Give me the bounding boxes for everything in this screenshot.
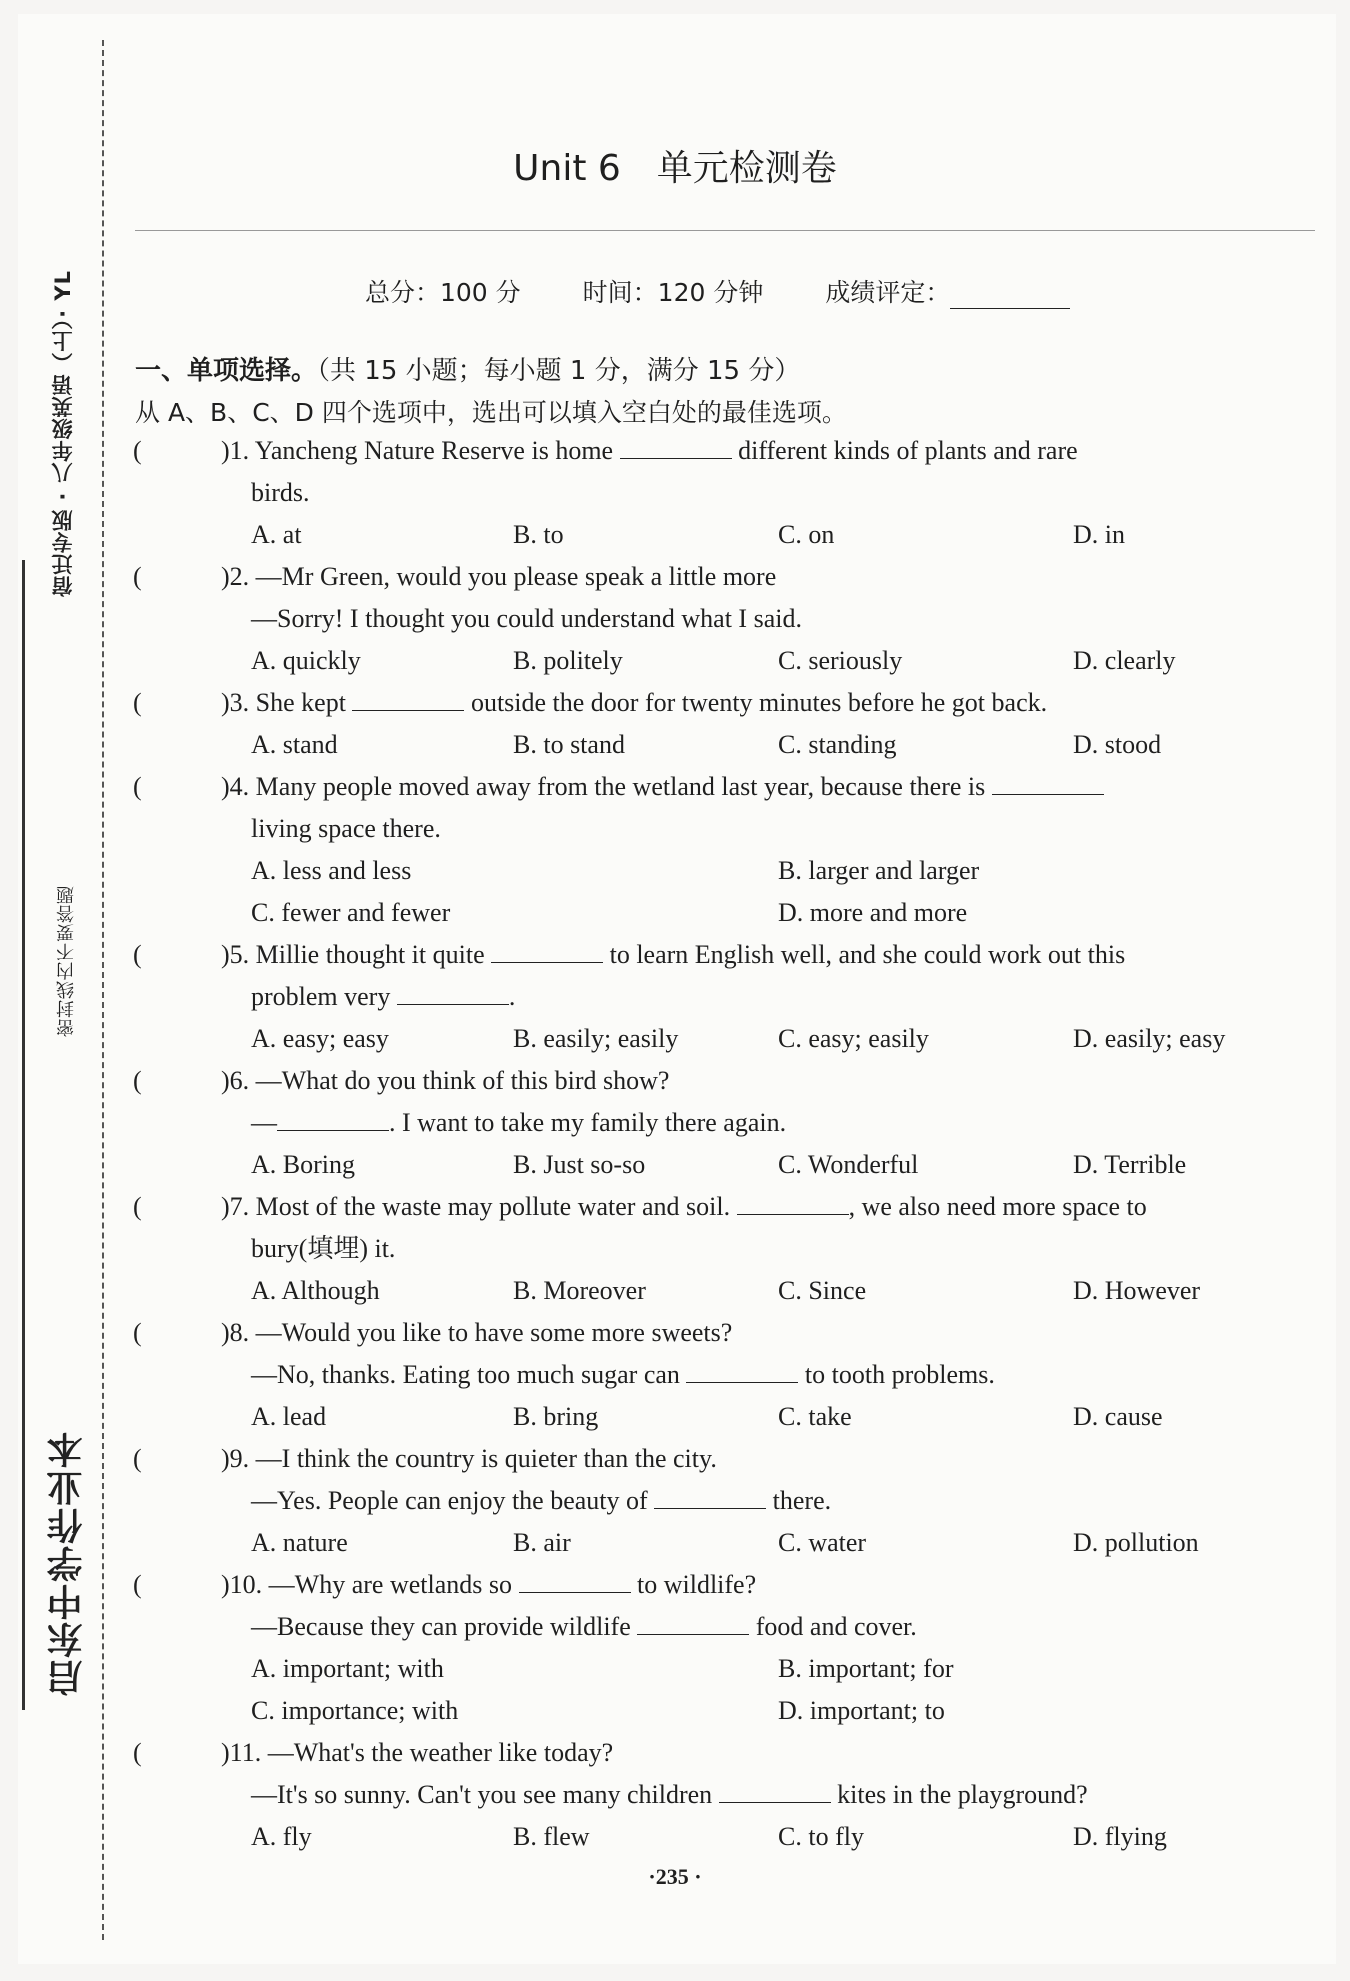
- option-c[interactable]: C. easy; easily: [778, 1024, 929, 1053]
- question-text: —I think the country is quieter than the city.: [255, 1444, 717, 1473]
- option-d[interactable]: D. flying: [1073, 1822, 1167, 1851]
- question-number: )1.: [221, 436, 255, 465]
- option-row: [133, 1648, 1313, 1690]
- option-a[interactable]: A. stand: [251, 730, 338, 759]
- question-text: birds.: [251, 478, 310, 507]
- question-item: [133, 1564, 1313, 1732]
- option-c[interactable]: C. fewer and fewer: [251, 898, 451, 927]
- answer-slot[interactable]: [147, 1735, 203, 1771]
- total-score: 总分：100 分: [365, 278, 521, 307]
- option-row: [133, 724, 1313, 766]
- option-d[interactable]: D. in: [1073, 520, 1125, 549]
- answer-paren-open: (: [133, 1738, 142, 1767]
- answer-paren-open: (: [133, 1570, 142, 1599]
- answer-slot[interactable]: [147, 1315, 203, 1351]
- answer-slot[interactable]: [147, 685, 203, 721]
- question-text: —What do you think of this bird show?: [255, 1066, 670, 1095]
- answer-blank[interactable]: [719, 1776, 831, 1803]
- question-line: [133, 1186, 1313, 1228]
- question-stem: [221, 934, 1125, 976]
- question-text: —It's so sunny. Can't you see many children: [251, 1780, 719, 1809]
- answer-slot[interactable]: [147, 937, 203, 973]
- answer-blank[interactable]: [620, 432, 732, 459]
- option-row: [133, 1270, 1313, 1312]
- question-list: [133, 430, 1313, 1858]
- option-a[interactable]: A. at: [251, 520, 302, 549]
- question-text: . I want to take my family there again.: [389, 1108, 787, 1137]
- page-number: ·235 ·: [648, 1864, 702, 1889]
- option-a[interactable]: A. lead: [251, 1402, 327, 1431]
- option-row: [133, 1522, 1313, 1564]
- question-stem: [221, 682, 1047, 724]
- binding-margin: [0, 0, 110, 1981]
- answer-blank[interactable]: [992, 768, 1104, 795]
- question-text: to learn English well, and she could work out this: [603, 940, 1126, 969]
- question-item: [133, 430, 1313, 556]
- option-c[interactable]: C. to fly: [778, 1822, 864, 1851]
- answer-blank[interactable]: [352, 684, 464, 711]
- question-text: to wildlife?: [630, 1570, 757, 1599]
- option-d[interactable]: D. easily; easy: [1073, 1024, 1226, 1053]
- question-text: there.: [766, 1486, 832, 1515]
- question-text: —Would you like to have some more sweets?: [255, 1318, 733, 1347]
- answer-slot[interactable]: [147, 433, 203, 469]
- question-number: )11.: [221, 1738, 268, 1767]
- answer-paren-open: (: [133, 688, 142, 717]
- title-divider: [135, 230, 1315, 231]
- question-text: —Mr Green, would you please speak a little more: [255, 562, 777, 591]
- question-line: [133, 976, 1313, 1018]
- option-b[interactable]: B. important; for: [778, 1654, 954, 1683]
- question-text: living space there.: [251, 814, 441, 843]
- question-line: [133, 1564, 1313, 1606]
- question-line: [133, 556, 1313, 598]
- question-text: , we also need more space to: [848, 1192, 1147, 1221]
- question-line: [133, 682, 1313, 724]
- option-c[interactable]: C. Since: [778, 1276, 867, 1305]
- question-line: [133, 766, 1313, 808]
- answer-blank[interactable]: [637, 1608, 749, 1635]
- answer-slot[interactable]: [147, 769, 203, 805]
- question-item: [133, 1060, 1313, 1186]
- option-d[interactable]: D. clearly: [1073, 646, 1176, 675]
- question-line: [133, 1606, 1313, 1648]
- option-row: [133, 1396, 1313, 1438]
- option-b[interactable]: B. Just so-so: [513, 1150, 646, 1179]
- question-text: kites in the playground?: [830, 1780, 1088, 1809]
- question-text: —Why are wetlands so: [268, 1570, 519, 1599]
- question-text: different kinds of plants and rare: [731, 436, 1078, 465]
- option-row: [133, 1690, 1313, 1732]
- question-item: [133, 682, 1313, 766]
- option-a[interactable]: A. Boring: [251, 1150, 355, 1179]
- answer-paren-open: (: [133, 436, 142, 465]
- question-number: )8.: [221, 1318, 256, 1347]
- option-c[interactable]: C. Wonderful: [778, 1150, 919, 1179]
- question-line: [133, 430, 1313, 472]
- question-text: She kept: [255, 688, 353, 717]
- grade-label: 成绩评定：: [825, 278, 951, 307]
- answer-paren-open: (: [133, 562, 142, 591]
- question-line: [133, 1102, 1313, 1144]
- question-number: )5.: [221, 940, 256, 969]
- option-d[interactable]: D. important; to: [778, 1696, 945, 1725]
- question-line: [133, 1312, 1313, 1354]
- option-d[interactable]: D. However: [1073, 1276, 1201, 1305]
- question-text: —: [251, 1108, 277, 1137]
- question-text: Most of the waste may pollute water and soil.: [255, 1192, 737, 1221]
- option-c[interactable]: C. take: [778, 1402, 852, 1431]
- answer-paren-open: (: [133, 1444, 142, 1473]
- question-text: .: [508, 982, 516, 1011]
- question-text: to tooth problems.: [798, 1360, 995, 1389]
- question-line: [133, 1438, 1313, 1480]
- option-b[interactable]: B. Moreover: [513, 1276, 646, 1305]
- question-continuation: [251, 1480, 831, 1522]
- section-title: 一、单项选择。: [135, 356, 318, 386]
- section-instruction: 从 A、B、C、D 四个选项中，选出可以填入空白处的最佳选项。: [135, 398, 847, 427]
- question-number: )10.: [221, 1570, 269, 1599]
- question-text: —Yes. People can enjoy the beauty of: [251, 1486, 655, 1515]
- question-item: [133, 1438, 1313, 1564]
- grade-blank[interactable]: [950, 284, 1070, 309]
- option-a[interactable]: A. important; with: [251, 1654, 444, 1683]
- exam-meta: [365, 273, 1070, 309]
- question-text: bury(填埋) it.: [251, 1234, 396, 1263]
- answer-slot[interactable]: [147, 1063, 203, 1099]
- question-item: [133, 556, 1313, 682]
- answer-blank[interactable]: [491, 936, 603, 963]
- question-line: [133, 1228, 1313, 1270]
- question-line: [133, 1354, 1313, 1396]
- answer-slot[interactable]: [147, 1567, 203, 1603]
- option-a[interactable]: A. easy; easy: [251, 1024, 389, 1053]
- option-row: [133, 850, 1313, 892]
- question-text: —No, thanks. Eating too much sugar can: [251, 1360, 687, 1389]
- option-d[interactable]: D. more and more: [778, 898, 968, 927]
- question-stem: [221, 1564, 756, 1606]
- option-row: [133, 640, 1313, 682]
- question-continuation: [251, 1774, 1088, 1816]
- option-d[interactable]: D. stood: [1073, 730, 1162, 759]
- question-continuation: [251, 1102, 786, 1144]
- grade-field: [825, 273, 1070, 309]
- answer-blank[interactable]: [277, 1104, 389, 1131]
- question-text: —What's the weather like today?: [267, 1738, 614, 1767]
- question-number: )9.: [221, 1444, 256, 1473]
- option-b[interactable]: B. bring: [513, 1402, 599, 1431]
- option-a[interactable]: A. quickly: [251, 646, 361, 675]
- question-item: [133, 766, 1313, 934]
- question-text: food and cover.: [749, 1612, 917, 1641]
- option-b[interactable]: B. larger and larger: [778, 856, 980, 885]
- option-row: [133, 892, 1313, 934]
- question-continuation: [251, 1354, 995, 1396]
- question-line: [133, 1480, 1313, 1522]
- option-b[interactable]: B. air: [513, 1528, 571, 1557]
- option-row: [133, 514, 1313, 556]
- question-line: [133, 934, 1313, 976]
- question-item: [133, 1312, 1313, 1438]
- question-line: [133, 808, 1313, 850]
- answer-paren-open: (: [133, 1192, 142, 1221]
- question-line: [133, 598, 1313, 640]
- question-line: [133, 1732, 1313, 1774]
- seal-dashed-line: [102, 40, 104, 1940]
- exam-time: 时间：120 分钟: [582, 278, 764, 307]
- answer-blank[interactable]: [654, 1482, 766, 1509]
- question-stem: [221, 1312, 732, 1354]
- question-number: )6.: [221, 1066, 256, 1095]
- answer-blank[interactable]: [519, 1566, 631, 1593]
- option-a[interactable]: A. nature: [251, 1528, 348, 1557]
- section-note: （共 15 小题；每小题 1 分，满分 15 分）: [317, 356, 801, 386]
- question-number: )7.: [221, 1192, 256, 1221]
- question-text: problem very: [251, 982, 397, 1011]
- option-c[interactable]: C. seriously: [778, 646, 903, 675]
- answer-paren-open: (: [133, 1066, 142, 1095]
- question-stem: [221, 1060, 669, 1102]
- question-text: outside the door for twenty minutes before he got back.: [464, 688, 1048, 717]
- question-number: )3.: [221, 688, 256, 717]
- question-text: Yancheng Nature Reserve is home: [254, 436, 620, 465]
- section-heading: [135, 350, 800, 387]
- binding-solid-line: [22, 560, 25, 1710]
- option-c[interactable]: C. water: [778, 1528, 867, 1557]
- question-item: [133, 1186, 1313, 1312]
- option-b[interactable]: B. easily; easily: [513, 1024, 679, 1053]
- question-stem: [221, 766, 1104, 808]
- option-c[interactable]: C. importance; with: [251, 1696, 459, 1725]
- option-a[interactable]: A. fly: [251, 1822, 312, 1851]
- option-d[interactable]: D. cause: [1073, 1402, 1163, 1431]
- question-item: [133, 934, 1313, 1060]
- option-b[interactable]: B. flew: [513, 1822, 590, 1851]
- answer-slot[interactable]: [147, 559, 203, 595]
- question-text: Millie thought it quite: [255, 940, 492, 969]
- answer-blank[interactable]: [737, 1188, 849, 1215]
- question-text: Many people moved away from the wetland last year, because there is: [255, 772, 992, 801]
- question-number: )4.: [221, 772, 256, 801]
- question-text: —Sorry! I thought you could understand what I said.: [251, 604, 802, 633]
- answer-slot[interactable]: [147, 1189, 203, 1225]
- question-line: [133, 1774, 1313, 1816]
- question-stem: [221, 1186, 1147, 1228]
- answer-paren-open: (: [133, 940, 142, 969]
- series-label: 宿迁专版 · 八年级英语（上）· YL: [51, 270, 75, 597]
- answer-blank[interactable]: [686, 1356, 798, 1383]
- question-continuation: [251, 976, 515, 1018]
- question-number: )2.: [221, 562, 256, 591]
- option-b[interactable]: B. to: [513, 520, 564, 549]
- option-a[interactable]: A. less and less: [251, 856, 412, 885]
- option-d[interactable]: D. pollution: [1073, 1528, 1199, 1557]
- seal-note: 密封线内不要答题: [56, 885, 77, 1037]
- option-c[interactable]: C. standing: [778, 730, 897, 759]
- option-b[interactable]: B. to stand: [513, 730, 625, 759]
- question-line: [133, 472, 1313, 514]
- option-d[interactable]: D. Terrible: [1073, 1150, 1187, 1179]
- page-title: Unit 6 单元检测卷: [513, 148, 837, 189]
- option-row: [133, 1144, 1313, 1186]
- option-row: [133, 1018, 1313, 1060]
- question-stem: [221, 1438, 717, 1480]
- question-item: [133, 1732, 1313, 1858]
- question-continuation: [251, 1606, 917, 1648]
- option-row: [133, 1816, 1313, 1858]
- answer-slot[interactable]: [147, 1441, 203, 1477]
- brand-label: 启东中学作业本: [47, 1430, 88, 1696]
- question-stem: [221, 1732, 613, 1774]
- question-stem: [221, 430, 1078, 472]
- question-stem: [221, 556, 776, 598]
- answer-paren-open: (: [133, 772, 142, 801]
- question-line: [133, 1060, 1313, 1102]
- option-a[interactable]: A. Although: [251, 1276, 380, 1305]
- option-b[interactable]: B. politely: [513, 646, 623, 675]
- question-text: —Because they can provide wildlife: [251, 1612, 638, 1641]
- option-c[interactable]: C. on: [778, 520, 835, 549]
- answer-blank[interactable]: [397, 978, 509, 1005]
- answer-paren-open: (: [133, 1318, 142, 1347]
